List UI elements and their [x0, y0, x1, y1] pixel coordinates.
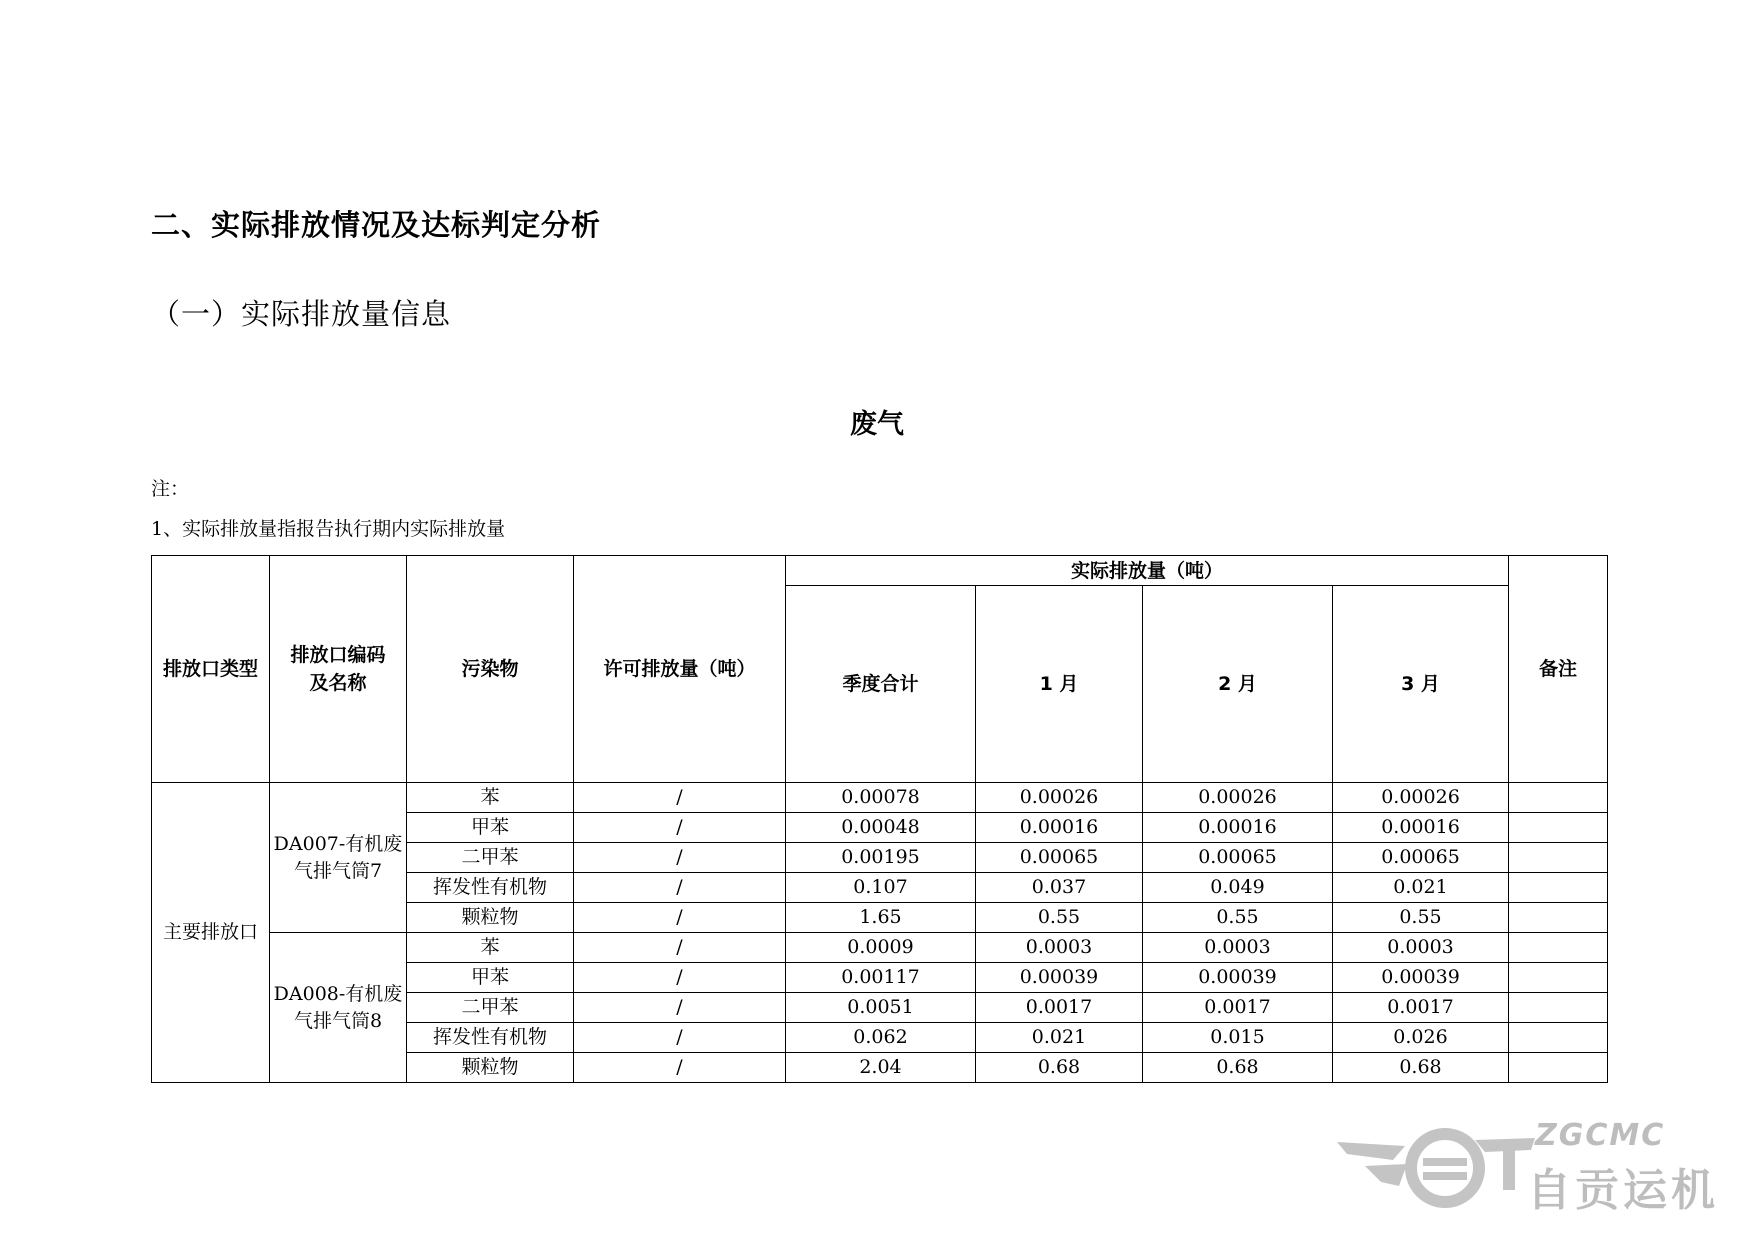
month-1-cell: 0.037 — [976, 873, 1143, 903]
month-3-cell: 0.0017 — [1333, 993, 1509, 1023]
header-month-2: 2 月 — [1143, 586, 1333, 783]
month-2-cell: 0.00039 — [1143, 963, 1333, 993]
quarter-total-cell: 0.00195 — [786, 843, 976, 873]
permit-cell: / — [574, 993, 786, 1023]
quarter-total-cell: 0.0051 — [786, 993, 976, 1023]
month-3-cell: 0.00039 — [1333, 963, 1509, 993]
outlet-code-cell: DA007-有机废气排气筒7 — [270, 783, 407, 933]
quarter-total-cell: 2.04 — [786, 1053, 976, 1083]
month-2-cell: 0.0017 — [1143, 993, 1333, 1023]
header-quarter-total: 季度合计 — [786, 586, 976, 783]
quarter-total-cell: 0.00117 — [786, 963, 976, 993]
month-1-cell: 0.68 — [976, 1053, 1143, 1083]
outlet-type-cell: 主要排放口 — [152, 783, 270, 1083]
pollutant-cell: 甲苯 — [407, 813, 574, 843]
quarter-total-cell: 1.65 — [786, 903, 976, 933]
table-title: 废气 — [850, 409, 904, 440]
month-2-cell: 0.68 — [1143, 1053, 1333, 1083]
pollutant-cell: 甲苯 — [407, 963, 574, 993]
pollutant-cell: 二甲苯 — [407, 843, 574, 873]
month-3-cell: 0.00065 — [1333, 843, 1509, 873]
table-row — [152, 933, 1608, 963]
month-2-cell: 0.015 — [1143, 1023, 1333, 1053]
header-remark: 备注 — [1509, 556, 1608, 783]
header-outlet-type: 排放口类型 — [152, 556, 270, 783]
month-2-cell: 0.049 — [1143, 873, 1333, 903]
month-2-cell: 0.0003 — [1143, 933, 1333, 963]
quarter-total-cell: 0.00048 — [786, 813, 976, 843]
month-3-cell: 0.00016 — [1333, 813, 1509, 843]
month-3-cell: 0.00026 — [1333, 783, 1509, 813]
header-actual: 实际排放量（吨） — [786, 556, 1509, 586]
remark-cell — [1509, 873, 1608, 903]
pollutant-cell: 挥发性有机物 — [407, 873, 574, 903]
watermark-chinese: 自贡运机 — [1527, 1165, 1719, 1216]
month-2-cell: 0.55 — [1143, 903, 1333, 933]
permit-cell: / — [574, 843, 786, 873]
month-3-cell: 0.026 — [1333, 1023, 1509, 1053]
month-3-cell: 0.68 — [1333, 1053, 1509, 1083]
emission-table — [151, 555, 1608, 1083]
quarter-total-cell: 0.00078 — [786, 783, 976, 813]
pollutant-cell: 苯 — [407, 783, 574, 813]
pollutant-cell: 二甲苯 — [407, 993, 574, 1023]
month-2-cell: 0.00065 — [1143, 843, 1333, 873]
pollutant-cell: 颗粒物 — [407, 903, 574, 933]
month-1-cell: 0.0017 — [976, 993, 1143, 1023]
month-3-cell: 0.55 — [1333, 903, 1509, 933]
month-1-cell: 0.021 — [976, 1023, 1143, 1053]
note-item: 1、实际排放量指报告执行期内实际排放量 — [151, 518, 506, 540]
watermark-logo — [1335, 1120, 1745, 1220]
month-1-cell: 0.00065 — [976, 843, 1143, 873]
outlet-code-cell: DA008-有机废气排气筒8 — [270, 933, 407, 1083]
header-month-3: 3 月 — [1333, 586, 1509, 783]
header-month-1: 1 月 — [976, 586, 1143, 783]
pollutant-cell: 苯 — [407, 933, 574, 963]
header-pollutant: 污染物 — [407, 556, 574, 783]
remark-cell — [1509, 993, 1608, 1023]
quarter-total-cell: 0.107 — [786, 873, 976, 903]
month-2-cell: 0.00026 — [1143, 783, 1333, 813]
month-1-cell: 0.00016 — [976, 813, 1143, 843]
zgcmc-emblem-icon — [1335, 1120, 1535, 1220]
header-outlet-code: 排放口编码 及名称 — [270, 556, 407, 783]
quarter-total-cell: 0.0009 — [786, 933, 976, 963]
remark-cell — [1509, 1053, 1608, 1083]
quarter-total-cell: 0.062 — [786, 1023, 976, 1053]
permit-cell: / — [574, 783, 786, 813]
note-label: 注： — [151, 478, 190, 500]
permit-cell: / — [574, 1053, 786, 1083]
remark-cell — [1509, 903, 1608, 933]
header-permit: 许可排放量（吨） — [574, 556, 786, 783]
remark-cell — [1509, 963, 1608, 993]
permit-cell: / — [574, 903, 786, 933]
remark-cell — [1509, 813, 1608, 843]
section-title: 二、实际排放情况及达标判定分析 — [151, 208, 602, 242]
month-3-cell: 0.0003 — [1333, 933, 1509, 963]
permit-cell: / — [574, 813, 786, 843]
remark-cell — [1509, 783, 1608, 813]
permit-cell: / — [574, 873, 786, 903]
permit-cell: / — [574, 963, 786, 993]
remark-cell — [1509, 843, 1608, 873]
month-2-cell: 0.00016 — [1143, 813, 1333, 843]
table-row — [152, 783, 1608, 813]
permit-cell: / — [574, 933, 786, 963]
watermark-latin: ZGCMC — [1535, 1118, 1666, 1153]
pollutant-cell: 挥发性有机物 — [407, 1023, 574, 1053]
month-3-cell: 0.021 — [1333, 873, 1509, 903]
permit-cell: / — [574, 1023, 786, 1053]
month-1-cell: 0.0003 — [976, 933, 1143, 963]
month-1-cell: 0.00039 — [976, 963, 1143, 993]
remark-cell — [1509, 1023, 1608, 1053]
remark-cell — [1509, 933, 1608, 963]
subsection-title: （一）实际排放量信息 — [151, 297, 452, 331]
month-1-cell: 0.55 — [976, 903, 1143, 933]
month-1-cell: 0.00026 — [976, 783, 1143, 813]
pollutant-cell: 颗粒物 — [407, 1053, 574, 1083]
